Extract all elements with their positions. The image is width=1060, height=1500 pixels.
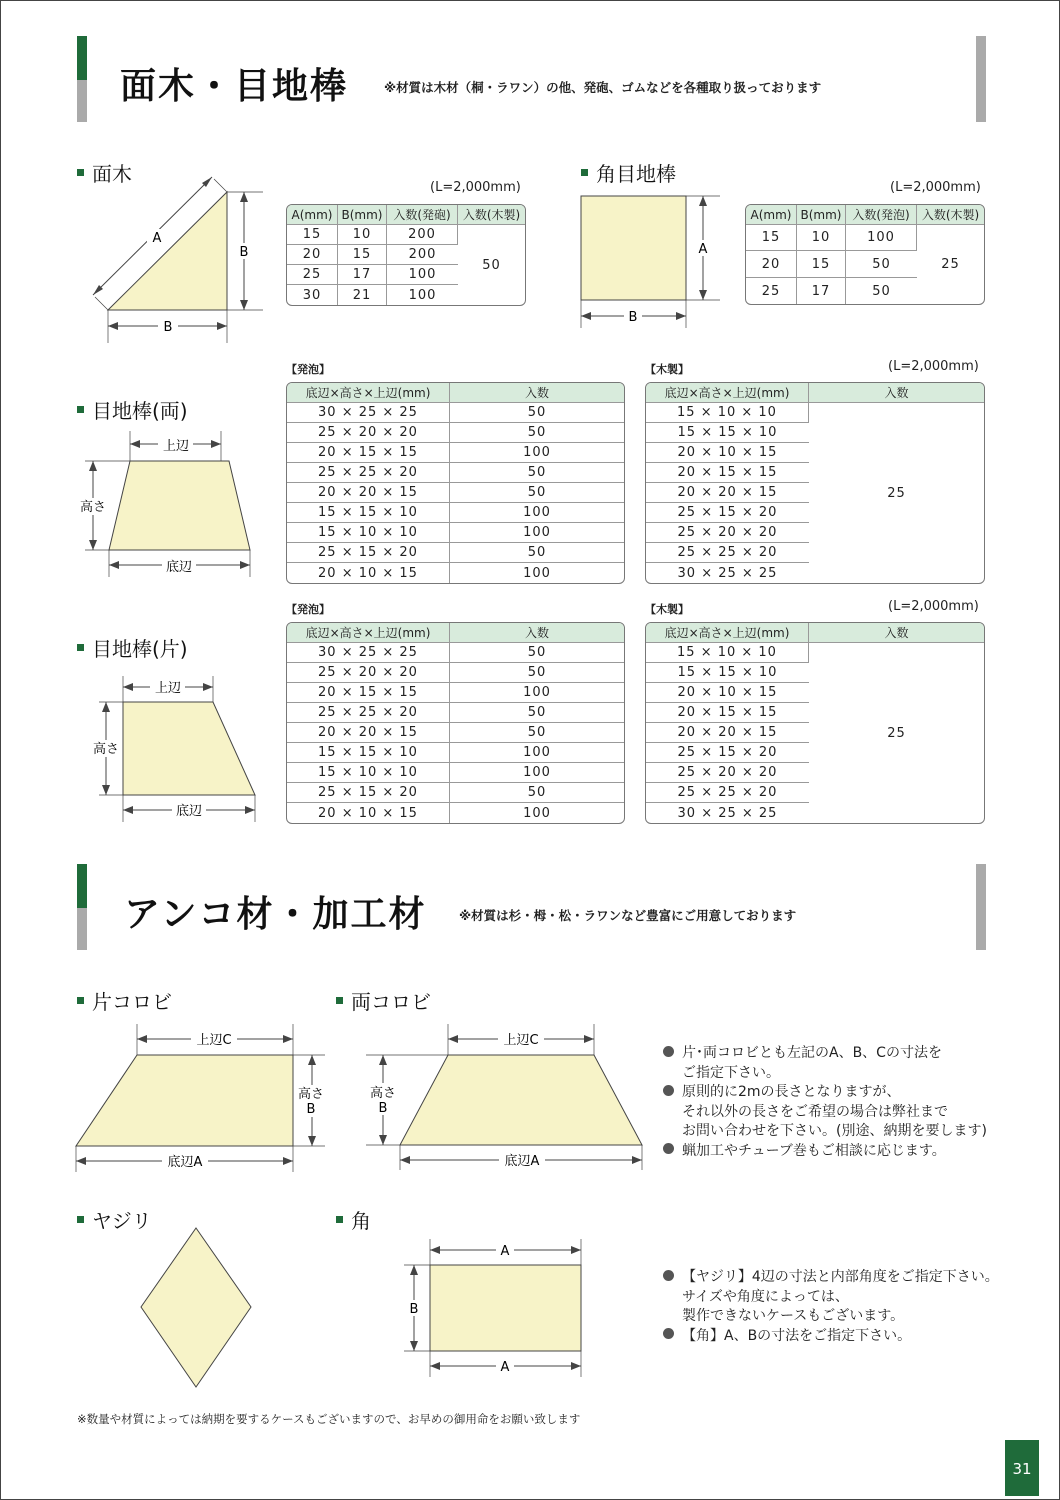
kakumeji-length: (L=2,000mm) [890,180,981,195]
table-row [646,403,984,423]
cell: 20 × 15 × 15 [646,463,809,483]
table-row [287,743,624,763]
cell: 21 [338,285,387,305]
cell: 50 [450,703,624,723]
wood-qty-cell: 25 [887,725,906,741]
cell: 25 × 20 × 20 [646,523,809,543]
wood-qty-cell: 25 [887,485,906,501]
meji-ryo-foam-label: 【発泡】 [286,363,330,376]
kakumeji-table [745,204,985,305]
cell: 200 [387,225,458,245]
menki-th-b: B(mm) [338,205,387,225]
meji-kata-label-top: 上辺 [154,681,182,696]
heading-meji-ryo [77,395,188,424]
cell: 200 [387,245,458,265]
note-text: 【角】A、Bの寸法をご指定下さい。 [682,1327,912,1344]
cell: 20 × 15 × 15 [287,443,450,463]
cell: 100 [523,565,551,581]
cell: 15 × 15 × 10 [646,423,809,443]
cell: 20 × 10 × 15 [646,683,809,703]
cell: 100 [408,287,437,303]
cell: 50 [450,723,624,743]
cell: 20 × 10 × 15 [646,443,809,463]
menki-label-b-side: B [239,245,249,260]
cell: 50 [450,783,624,803]
table-row [287,443,624,463]
note-text: お問い合わせを下さい。(別途、納期を要します) [682,1123,987,1139]
ryokorobi-label-top: 上辺C [503,1033,539,1048]
cell: 15 × 15 × 10 [646,663,809,683]
cell: 20 × 15 × 15 [646,703,809,723]
note-text: 原則的に2mの長さとなりますが、 [682,1084,901,1100]
cell: 50 [450,423,624,443]
yajiri-diagram [138,1225,256,1390]
menki-length: (L=2,000mm) [430,180,521,195]
kakumeji-label-a: A [698,242,708,257]
cell: 100 [387,265,458,285]
bullet-dot-icon [663,1143,674,1154]
cell: 20 × 20 × 15 [287,483,450,503]
menki-th-wood: 入数(木製) [458,205,525,225]
shape-notes [663,1268,1003,1346]
cell: 10 [797,225,846,251]
table-row [287,763,624,783]
meji-ryo-wood-label: 【木製】 [645,363,689,376]
cell: 25 × 15 × 20 [646,743,809,763]
bullet-square-icon [77,1216,84,1223]
cell: 100 [450,503,624,523]
cell: 25 × 20 × 20 [287,423,450,443]
note-text: 【ヤジリ】4辺の寸法と内部角度をご指定下さい。 [682,1269,999,1285]
table-row [287,703,624,723]
cell: 25 × 15 × 20 [646,503,809,523]
cell: 50 [450,403,624,423]
cell: 25 × 25 × 20 [287,463,450,483]
heading-kaku [336,1205,371,1234]
katakorobi-label-height-2: B [306,1102,316,1117]
cell: 100 [846,225,917,251]
note-text: それ以外の長さをご希望の場合は弊社まで [682,1103,948,1120]
cell: 50 [450,663,624,683]
bullet-square-icon [77,644,84,651]
meji-kata-wood-table [645,622,985,824]
meji-ryo-label-height: 高さ [79,500,107,515]
note-text: 製作できないケースもございます。 [682,1308,905,1324]
meji-ryo-wood-table [645,382,985,584]
cell: 20 × 10 × 15 [287,803,450,823]
menki-diagram [85,175,270,345]
kakumeji-label-b: B [628,310,638,325]
meji-kata-label-height: 高さ [92,742,120,757]
kakumeji-wood-qty: 25 [941,257,960,272]
cell: 25 × 25 × 20 [646,783,809,803]
cell: 10 [338,225,387,245]
table-row [287,563,624,583]
cell: 50 [450,483,624,503]
katakorobi-label-height-1: 高さ [297,1087,325,1102]
cell: 30 [287,285,338,305]
bullet-square-icon [336,997,343,1004]
kakumeji-th-a: A(mm) [746,205,797,225]
section-note: ※材質は杉・栂・松・ラワンなど豊富にご用意しております [459,908,797,923]
meji-ryo-length: (L=2,000mm) [888,359,979,374]
ryokorobi-label-bottom: 底辺A [504,1154,540,1169]
meji-ryo-foam-table [286,382,625,584]
heading-katakorobi [77,986,172,1015]
katakorobi-label-top: 上辺C [196,1033,232,1048]
section-bar-right [976,864,986,950]
meji-ryo-label-top: 上辺 [162,439,190,454]
kaku-label-a-top: A [500,1244,510,1259]
table-row [287,683,624,703]
table-row [287,643,624,663]
cell: 30 × 25 × 25 [287,403,450,423]
page-number: 31 [1005,1440,1039,1496]
bullet-square-icon [336,1216,343,1223]
cell: 50 [872,283,891,299]
menki-table [286,204,526,306]
th-dims: 底辺×高さ×上辺(mm) [287,623,450,643]
heading-menki-label: 面木 [92,162,132,186]
th-dims: 底辺×高さ×上辺(mm) [287,383,450,403]
bullet-square-icon [77,169,84,176]
cell: 100 [450,523,624,543]
cell: 100 [450,443,624,463]
menki-label-b-bottom: B [163,320,173,335]
cell: 30 × 25 × 25 [287,643,450,663]
section-bar-accent [77,864,87,908]
menki-wood-qty: 50 [482,257,501,273]
cell: 25 × 20 × 20 [287,663,450,683]
cell: 25 [287,265,338,285]
kakumeji-th-b: B(mm) [797,205,846,225]
cell: 25 [746,278,797,304]
cell: 20 [287,245,338,265]
table-row [287,483,624,503]
note-item [663,1327,1003,1347]
cell: 20 × 20 × 15 [646,483,809,503]
th-qty: 入数 [809,623,984,643]
ryokorobi-label-height-1: 高さ [369,1086,397,1101]
table-row [287,423,624,443]
th-dims: 底辺×高さ×上辺(mm) [646,383,809,403]
note-item [663,1083,1003,1103]
cell: 50 [450,463,624,483]
section-title-menki: 面木・目地棒 [120,66,349,107]
kaku-diagram [400,1235,590,1380]
table-row [646,643,984,663]
table-row [287,463,624,483]
bullet-square-icon [77,406,84,413]
cell: 20 × 15 × 15 [287,683,450,703]
kaku-label-a-bottom: A [500,1360,510,1375]
section-bar-accent [77,36,87,80]
cell: 30 × 25 × 25 [677,805,778,821]
table-row [287,803,624,823]
heading-ryokorobi-label: 両コロビ [351,990,431,1014]
section-bar-right [976,36,986,122]
cell: 50 [450,543,624,563]
cell: 15 [746,225,797,251]
kaku-label-b: B [409,1302,419,1317]
section-bar-gray [77,908,87,950]
heading-katakorobi-label: 片コロビ [92,990,172,1014]
table-row [746,225,984,251]
note-text: ご指定下さい。 [682,1064,780,1081]
table-row [287,503,624,523]
cell: 15 [338,245,387,265]
cell: 15 [287,225,338,245]
cell: 15 [797,251,846,278]
heading-kaku-label: 角 [351,1209,371,1233]
cell: 15 × 10 × 10 [287,763,450,783]
table-row [287,723,624,743]
cell: 100 [450,683,624,703]
note-item [663,1268,1003,1288]
meji-kata-foam-table [286,622,625,824]
note-text: サイズや角度によっては、 [682,1288,849,1305]
note-item [663,1142,1003,1162]
ryokorobi-diagram [360,1020,650,1175]
cell: 15 × 15 × 10 [287,503,450,523]
note-text: 片･両コロビとも左記のA、B、Cの寸法を [682,1045,942,1061]
cell: 100 [450,763,624,783]
footer-note: ※数量や材質によっては納期を要するケースもございますので、お早めの御用命をお願い致します [77,1412,581,1426]
cell: 15 × 15 × 10 [287,743,450,763]
meji-kata-foam-label: 【発泡】 [286,603,330,616]
heading-ryokorobi [336,986,431,1015]
katakorobi-diagram [70,1020,335,1175]
bullet-dot-icon [663,1085,674,1096]
section-bar-gray [77,80,87,122]
cell: 25 × 20 × 20 [646,763,809,783]
th-qty: 入数 [809,383,984,403]
table-row [287,523,624,543]
katakorobi-label-bottom: 底辺A [167,1155,203,1170]
heading-kakumeji-label: 角目地棒 [596,162,676,186]
cell: 25 × 15 × 20 [287,543,450,563]
cell: 25 × 25 × 20 [646,543,809,563]
kakumeji-diagram [575,190,725,330]
cell: 30 × 25 × 25 [677,565,778,581]
table-row [287,543,624,563]
meji-kata-label-bottom: 底辺 [175,804,203,819]
bullet-square-icon [77,997,84,1004]
table-row [287,663,624,683]
korobi-notes [663,1044,1003,1161]
th-qty: 入数 [450,383,624,403]
heading-meji-ryo-label: 目地棒(両) [92,399,188,423]
ryokorobi-label-height-2: B [378,1101,388,1116]
cell: 50 [450,643,624,663]
section-note: ※材質は木材（桐・ラワン）の他、発砲、ゴムなどを各種取り扱っております [384,80,822,95]
meji-kata-diagram [85,670,265,825]
cell: 15 × 10 × 10 [287,523,450,543]
cell: 20 × 10 × 15 [287,563,450,583]
table-row [287,225,525,245]
note-item [663,1044,1003,1064]
bullet-square-icon [581,169,588,176]
menki-th-foam: 入数(発砲) [387,205,458,225]
table-row [287,783,624,803]
heading-meji-kata [77,633,188,662]
cell: 100 [523,805,551,821]
menki-label-a: A [152,231,162,246]
cell: 15 × 10 × 10 [646,643,809,663]
kakumeji-th-wood: 入数(木製) [917,205,984,225]
cell: 25 × 25 × 20 [287,703,450,723]
meji-ryo-diagram [75,425,260,580]
th-dims: 底辺×高さ×上辺(mm) [646,623,809,643]
meji-kata-wood-label: 【木製】 [645,603,689,616]
section-title-anko: アンコ材・加工材 [124,894,427,935]
heading-kakumeji [581,158,676,187]
cell: 20 [746,251,797,278]
heading-meji-kata-label: 目地棒(片) [92,637,188,661]
cell: 25 × 15 × 20 [287,783,450,803]
cell: 20 × 20 × 15 [646,723,809,743]
bullet-dot-icon [663,1270,674,1281]
bullet-dot-icon [663,1328,674,1339]
note-text: 蝋加工やチューブ巻もご相談に応じます。 [682,1142,946,1159]
heading-yajiri-label: ヤジリ [92,1209,152,1233]
cell: 100 [450,743,624,763]
table-row [287,403,624,423]
cell: 17 [338,265,387,285]
bullet-dot-icon [663,1046,674,1057]
cell: 15 × 10 × 10 [646,403,809,423]
cell: 50 [846,251,917,278]
cell: 17 [797,278,846,304]
meji-kata-length: (L=2,000mm) [888,599,979,614]
kakumeji-th-foam: 入数(発泡) [846,205,917,225]
th-qty: 入数 [450,623,624,643]
cell: 20 × 20 × 15 [287,723,450,743]
menki-th-a: A(mm) [287,205,338,225]
meji-ryo-label-bottom: 底辺 [165,560,193,575]
